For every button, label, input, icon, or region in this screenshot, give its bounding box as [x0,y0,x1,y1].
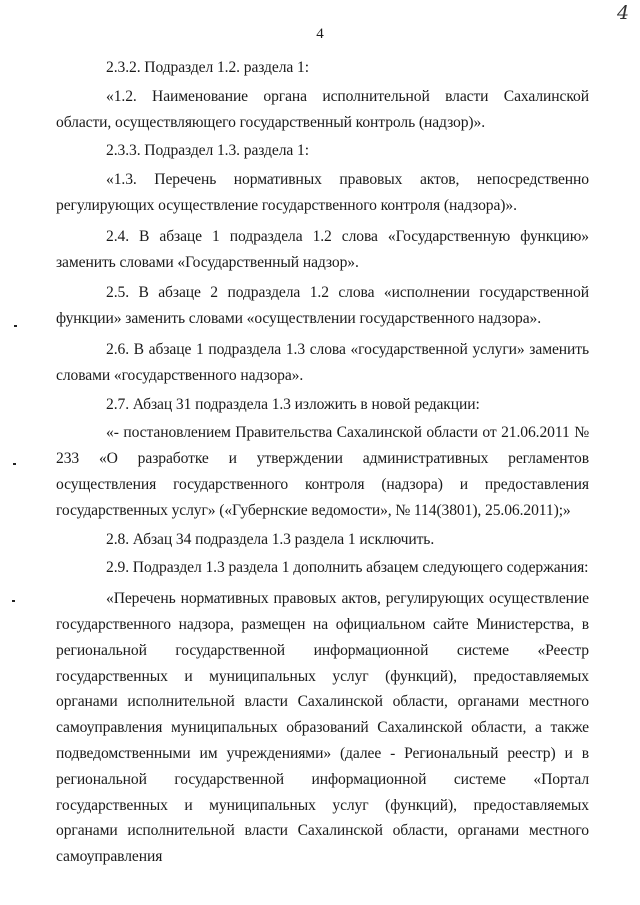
scan-speck [13,463,16,465]
handwritten-page-number: 4 [617,2,630,24]
paragraph-2-5: 2.5. В абзаце 2 подраздела 1.2 слова «исполнении государственной функции» заменить словами «осуществлении государственного надзора». [56,284,589,328]
paragraph-quote-resolution: «- постановлением Правительства Сахалинской области от 21.06.2011 № 233 «О разработке и утверждении административных регламентов осуществления государственного контроля (надзора) и предоставления государственных услуг» («Губернские ведомости», № 114(3801), 25.06.2011);» [56,424,589,519]
page-number: 4 [316,26,324,42]
paragraph-2-6: 2.6. В абзаце 1 подраздела 1.3 слова «государственной услуги» заменить словами «государственного надзора». [56,340,589,384]
paragraph-2-7: 2.7. Абзац 31 подраздела 1.3 изложить в новой редакции: [106,395,480,413]
document-body [56,55,589,870]
paragraph-2-8: 2.8. Абзац 34 подраздела 1.3 раздела 1 исключить. [106,530,435,548]
paragraph-2-3-3: 2.3.3. Подраздел 1.3. раздела 1: [106,142,309,160]
paragraph-quote-list: «Перечень нормативных правовых актов, регулирующих осуществление государственного надзора, размещен на официальном сайте Министерства, в региональной государственной информационной системе «Реестр государственных и муниципальных услуг (функций), предоставляемых органами исполнительной власти Сахалинской области, органами местного самоуправления муниципальных образований Сахалинской области, а также подведомственными им учреждениями» (далее - Региональный реестр) и в региональной государственной информационной системе «Портал государственных и муниципальных услуг (функций), предоставляемых органами исполнительной власти Сахалинской области, органами местного самоуправления [56,590,589,866]
scan-speck [14,325,17,327]
scan-speck [12,600,15,602]
paragraph-quote-1-2: «1.2. Наименование органа исполнительной власти Сахалинской области, осуществляющего государственный контроль (надзор)». [56,87,589,131]
paragraph-2-3-2: 2.3.2. Подраздел 1.2. раздела 1: [106,59,309,76]
paragraph-2-9: 2.9. Подраздел 1.3 раздела 1 дополнить абзацем следующего содержания: [106,559,589,577]
paragraph-quote-1-3: «1.3. Перечень нормативных правовых актов, непосредственно регулирующих осуществление государственного контроля (надзора)». [56,171,589,214]
paragraph-2-4: 2.4. В абзаце 1 подраздела 1.2 слова «Государственную функцию» заменить словами «Государственный надзор». [56,227,589,271]
